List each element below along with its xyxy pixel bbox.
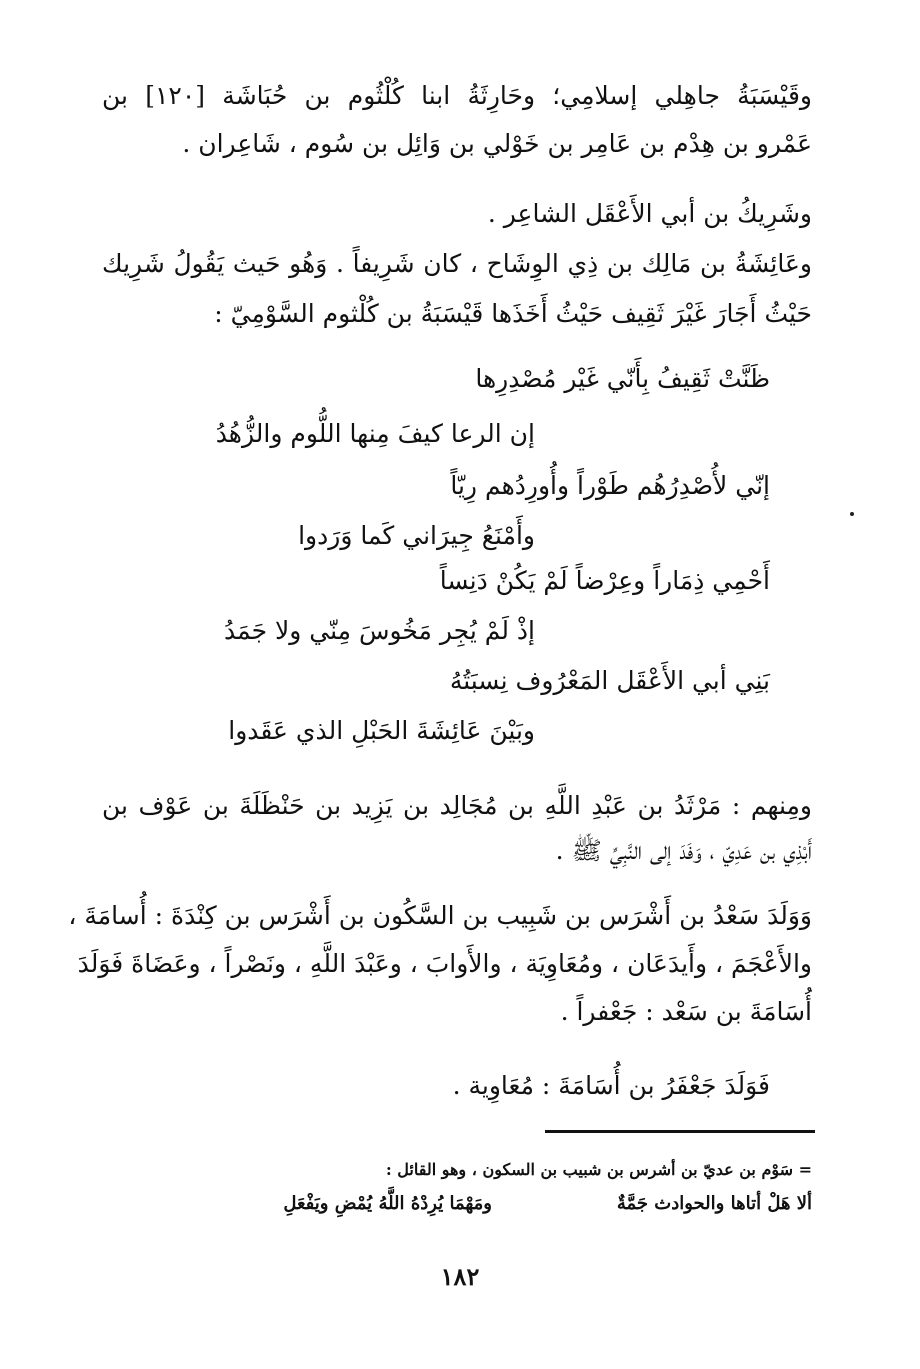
text-line: حَيْثُ أَجَارَ غَيْرَ ثَقِيف حَيْثُ أَخَذَها قَيْسَبَةُ بن كُلْثوم السَّوْمِيّ : (214, 299, 812, 328)
poem-hemistich-first: إنّي لأُصْدِرُهُم طَوْراً وأُورِدُهم رِيّاً (450, 471, 770, 500)
text-line: أُسَامَةَ بن سَعْد : جَعْفراً . (560, 997, 812, 1026)
page-number: ١٨٢ (440, 1262, 480, 1291)
text-line: ومِنهم : مَرْثَدُ بن عَبْدِ اللَّهِ بن مُجَالِد بن يَزِيد بن حَنْظَلَةَ بن عَوْف بن (102, 791, 812, 820)
poem-hemistich-second: وأَمْنَعُ جِيرَاني كَما وَرَدوا (298, 521, 535, 550)
text-line: وعَائِشَةُ بن مَالِك بن ذِي الوِشَاح ، كان شَرِيفاً . وَهُو حَيث يَقُولُ شَرِيك (102, 249, 812, 278)
stray-mark (850, 512, 854, 516)
text-line: عَمْرو بن هِدْم بن عَامِر بن خَوْلي بن وَائِل بن سُوم ، شَاعِران . (182, 129, 812, 158)
poem-hemistich-first: بَنِي أبي الأَعْقَل المَعْرُوف نِسبَتُهُ (449, 666, 770, 695)
footnote-line: = سَوْم بن عديّ بن أشرس بن شبيب بن السكون ، وهو القائل : (385, 1160, 812, 1179)
text-line: والأَعْجَمَ ، وأَيدَعَان ، ومُعَاوِيَة ، والأَوابَ ، وعَبْدَ اللَّهِ ، ونَصْراً ، وعَضَاةَ فَوَلَدَ (77, 949, 812, 978)
footnote-verse-first: ألا هَلْ أتاها والحوادث جَمَّةٌ (616, 1193, 812, 1214)
text-line: فَوَلَدَ جَعْفَرُ بن أُسَامَةَ : مُعَاوِية . (452, 1071, 770, 1100)
poem-hemistich-second: وبَيْنَ عَائِشَةَ الحَبْلِ الذي عَقَدوا (228, 716, 535, 745)
text-line: أَبْذِي بن عَدِيّ ، وَفَدَ إلى النَّبِيِّ ﷺ . (555, 836, 812, 865)
poem-hemistich-first: أَحْمِي ذِمَاراً وعِرْضاً لَمْ يَكُنْ دَنِساً (439, 566, 770, 595)
footnote-separator (545, 1130, 815, 1133)
footnote-verse-second: ومَهْمَا يُرِدْهُ اللَّهُ يُمْضِ ويَفْعَلِ (283, 1193, 492, 1214)
text-line: وَوَلَدَ سَعْدُ بن أَشْرَس بن شَبِيب بن السَّكُون بن أَشْرَس بن كِنْدَةَ : أُسامَةَ ، (68, 901, 812, 930)
text-line: وقَيْسَبَةُ جاهِلي إسلامِي؛ وحَارِثَةُ ابنا كُلْثُوم بن حُبَاشَة [١٢٠] بن (102, 81, 812, 110)
text-line: وشَرِيكُ بن أبي الأَعْقَل الشاعِر . (487, 199, 812, 228)
poem-hemistich-second: إن الرعا كيفَ مِنها اللُّوم والزُّهُدُ (215, 419, 535, 448)
poem-hemistich-second: إذْ لَمْ يُجِر مَخُوسَ مِنّي ولا جَمَدُ (224, 616, 535, 645)
poem-hemistich-first: ظَنَّتْ ثَقِيفُ بِأَنّي غَيْر مُصْدِرِها (475, 364, 770, 393)
